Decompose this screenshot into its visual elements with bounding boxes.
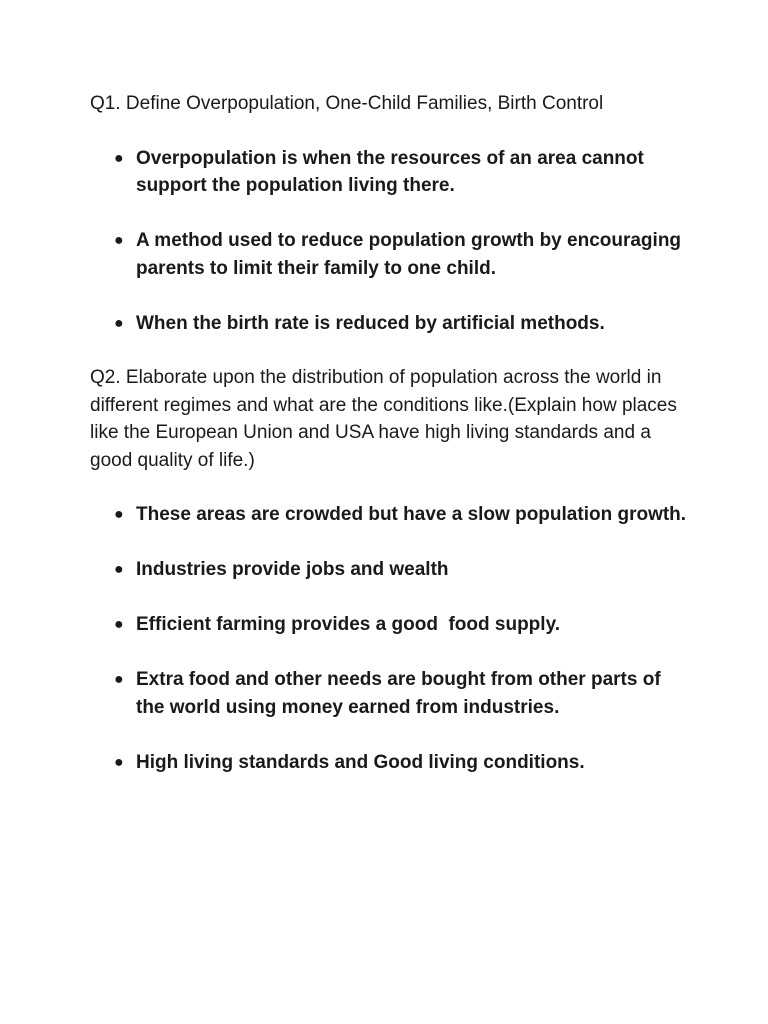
answer-text: High living standards and Good living conditions.: [136, 751, 585, 773]
question-1-answers: [90, 145, 690, 338]
bullet-icon: ●: [114, 753, 124, 771]
bullet-icon: ●: [114, 616, 124, 633]
bullet-icon: ●: [114, 671, 124, 688]
answer-item: [90, 666, 690, 721]
answer-item: [90, 227, 690, 282]
answer-text: When the birth rate is reduced by artificial methods.: [136, 312, 605, 334]
bullet-icon: ●: [114, 314, 124, 332]
answer-item: [90, 611, 690, 639]
answer-text: A method used to reduce population growth by encouraging parents to limit their family to one child.: [136, 230, 687, 279]
answer-item: [90, 501, 690, 529]
answer-text: Industries provide jobs and wealth: [136, 559, 449, 580]
answer-item: [90, 145, 690, 200]
answer-text: These areas are crowded but have a slow population growth.: [136, 504, 687, 525]
answer-text: Overpopulation is when the resources of an area cannot support the population living there.: [136, 147, 650, 196]
answer-item: [90, 310, 690, 338]
bullet-icon: ●: [114, 561, 124, 578]
question-2-answers: [90, 501, 690, 776]
bullet-icon: ●: [114, 232, 124, 249]
answer-text: Extra food and other needs are bought from other parts of the world using money earned from industries.: [136, 669, 666, 718]
document-page: [90, 90, 690, 803]
answer-item: [90, 749, 690, 777]
question-1: Q1. Define Overpopulation, One-Child Families, Birth Control: [90, 93, 604, 114]
bullet-icon: ●: [114, 149, 124, 167]
bullet-icon: ●: [114, 506, 124, 523]
question-2: Q2. Elaborate upon the distribution of population across the world in different regimes and what are the conditions like.(Explain how places like the European Union and USA have high living standards and a good quality of life.): [90, 367, 683, 471]
answer-item: [90, 556, 690, 584]
answer-text: Efficient farming provides a good food supply.: [136, 614, 561, 635]
